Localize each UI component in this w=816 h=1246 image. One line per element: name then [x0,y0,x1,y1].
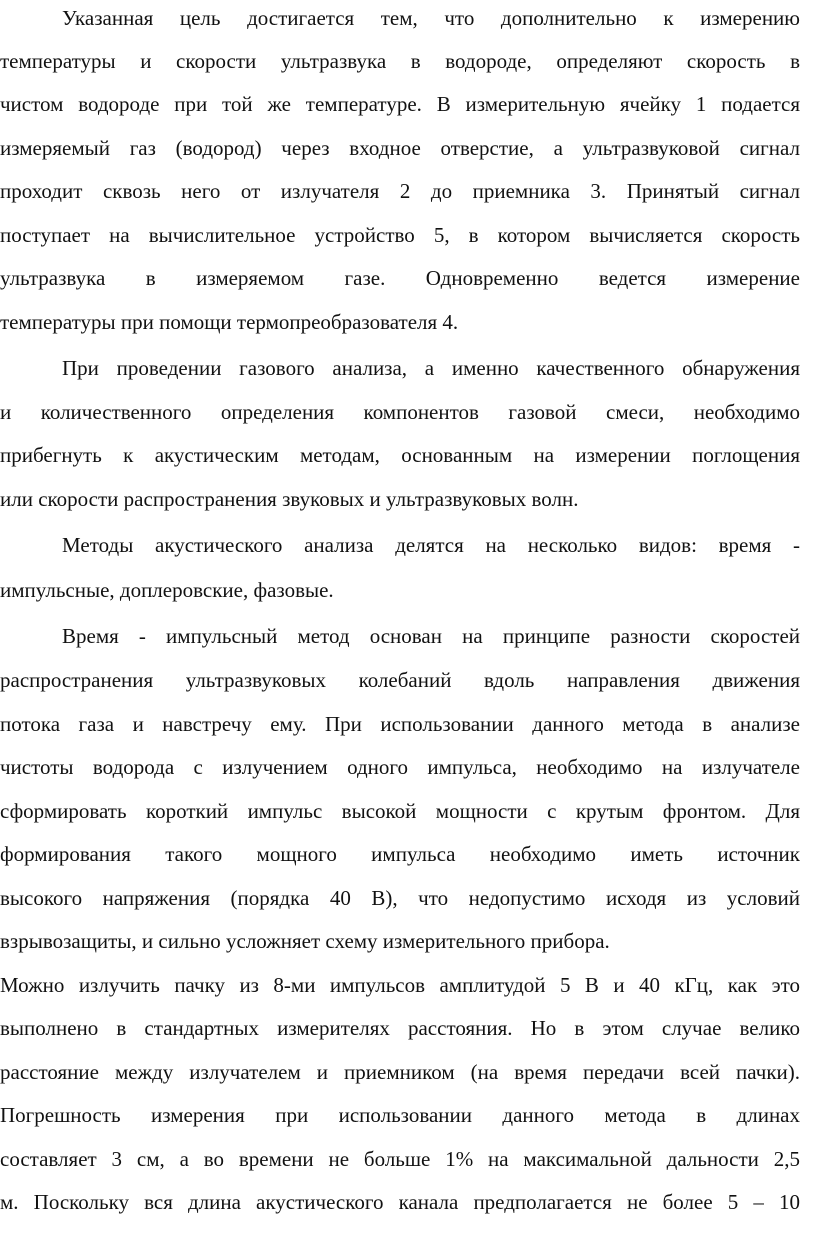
text-line: выполнено в стандартных измерителях расстояния. Но в этом случае велико [0,1016,800,1040]
text-line: взрывозащиты, и сильно усложняет схему измерительного прибора. [0,929,610,953]
text-line: потока газа и навстречу ему. При использовании данного метода в анализе [0,712,800,736]
text-line: Указанная цель достигается тем, что дополнительно к измерению [62,6,800,30]
text-line: Время - импульсный метод основан на принципе разности скоростей [62,624,800,648]
text-line: и количественного определения компонентов газовой смеси, необходимо [0,400,800,424]
text-line: м. Поскольку вся длина акустического канала предполагается не более 5 – 10 [0,1190,800,1214]
text-line: Можно излучить пачку из 8-ми импульсов амплитудой 5 В и 40 кГц, как это [0,973,800,997]
text-line: импульсные, доплеровские, фазовые. [0,578,334,602]
text-line: составляет 3 см, а во времени не больше 1% на максимальной дальности 2,5 [0,1147,800,1171]
text-line: или скорости распространения звуковых и ультразвуковых волн. [0,487,579,511]
text-line: чистом водороде при той же температуре. В измерительную ячейку 1 подается [0,92,800,116]
text-line: ультразвука в измеряемом газе. Одновременно ведется измерение [0,266,800,290]
text-line: прибегнуть к акустическим методам, основанным на измерении поглощения [0,443,800,467]
text-line: измеряемый газ (водород) через входное отверстие, а ультразвуковой сигнал [0,136,800,160]
text-line: температуры при помощи термопреобразователя 4. [0,310,459,334]
text-line: распространения ультразвуковых колебаний вдоль направления движения [0,668,800,692]
text-line: поступает на вычислительное устройство 5, в котором вычисляется скорость [0,223,800,247]
text-line: Погрешность измерения при использовании данного метода в длинах [0,1103,800,1127]
text-line: высокого напряжения (порядка 40 В), что недопустимо исходя из условий [0,886,800,910]
text-line: При проведении газового анализа, а именно качественного обнаружения [62,356,800,380]
text-line: температуры и скорости ультразвука в водороде, определяют скорость в [0,49,800,73]
text-line: сформировать короткий импульс высокой мощности с крутым фронтом. Для [0,799,800,823]
text-line: Методы акустического анализа делятся на несколько видов: время - [62,533,800,557]
text-line: расстояние между излучателем и приемником (на время передачи всей пачки). [0,1060,800,1084]
text-line: чистоты водорода с излучением одного импульса, необходимо на излучателе [0,755,800,779]
text-line: формирования такого мощного импульса необходимо иметь источник [0,842,800,866]
text-line: проходит сквозь него от излучателя 2 до приемника 3. Принятый сигнал [0,179,800,203]
